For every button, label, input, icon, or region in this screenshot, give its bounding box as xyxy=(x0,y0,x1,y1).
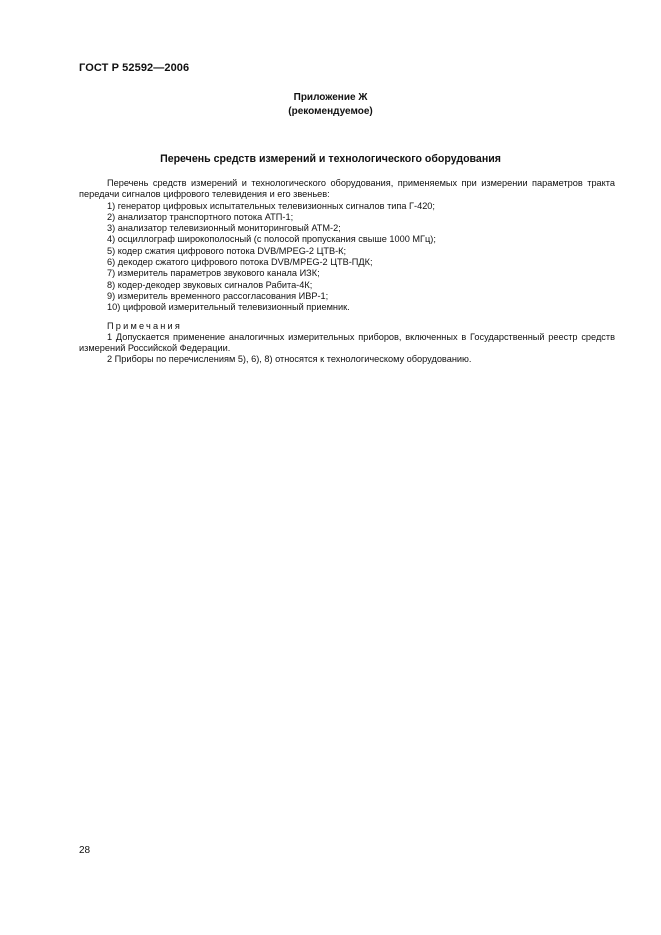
list-item: 1) генератор цифровых испытательных телевизионных сигналов типа Г-420; xyxy=(107,200,435,211)
list-item: 8) кодер-декодер звуковых сигналов Рабита-4К; xyxy=(107,279,313,290)
list-item: 7) измеритель параметров звукового канала ИЗК; xyxy=(107,268,320,279)
page-number: 28 xyxy=(79,845,91,856)
note-2: 2 Приборы по перечислениям 5), 6), 8) относятся к технологическому оборудованию. xyxy=(107,354,472,365)
equipment-list xyxy=(79,201,615,314)
list-item: 5) кодер сжатия цифрового потока DVB/MPEG-2 ЦТВ-К; xyxy=(107,245,347,256)
standard-code: ГОСТ Р 52592—2006 xyxy=(79,62,190,74)
annex-status: (рекомендуемое) xyxy=(288,106,373,117)
list-item: 10) цифровой измерительный телевизионный приемник. xyxy=(107,302,350,313)
note-1: 1 Допускается применение аналогичных измерительных приборов, включенных в Государственный реестр средств измерений Российской Федерации. xyxy=(79,331,615,354)
section-title: Перечень средств измерений и технологического оборудования xyxy=(160,153,501,165)
list-item: 6) декодер сжатого цифрового потока DVB/MPEG-2 ЦТВ-ПДК; xyxy=(107,257,373,268)
list-item: 2) анализатор транспортного потока АТП-1; xyxy=(107,211,294,222)
annex-title: Приложение Ж xyxy=(293,92,368,103)
document-body xyxy=(79,178,615,366)
list-item: 3) анализатор телевизионный мониторинговый АТМ-2; xyxy=(107,223,341,234)
notes-heading: Примечания xyxy=(107,320,183,331)
list-item: 9) измеритель временного рассогласования ИВР-1; xyxy=(107,290,329,301)
intro-paragraph: Перечень средств измерений и технологического оборудования, применяемых при измерении параметров тракта передачи сигналов цифрового телевидения и его звеньев: xyxy=(79,178,615,200)
list-item: 4) осциллограф широкополосный (с полосой пропускания свыше 1000 МГц); xyxy=(107,234,436,245)
